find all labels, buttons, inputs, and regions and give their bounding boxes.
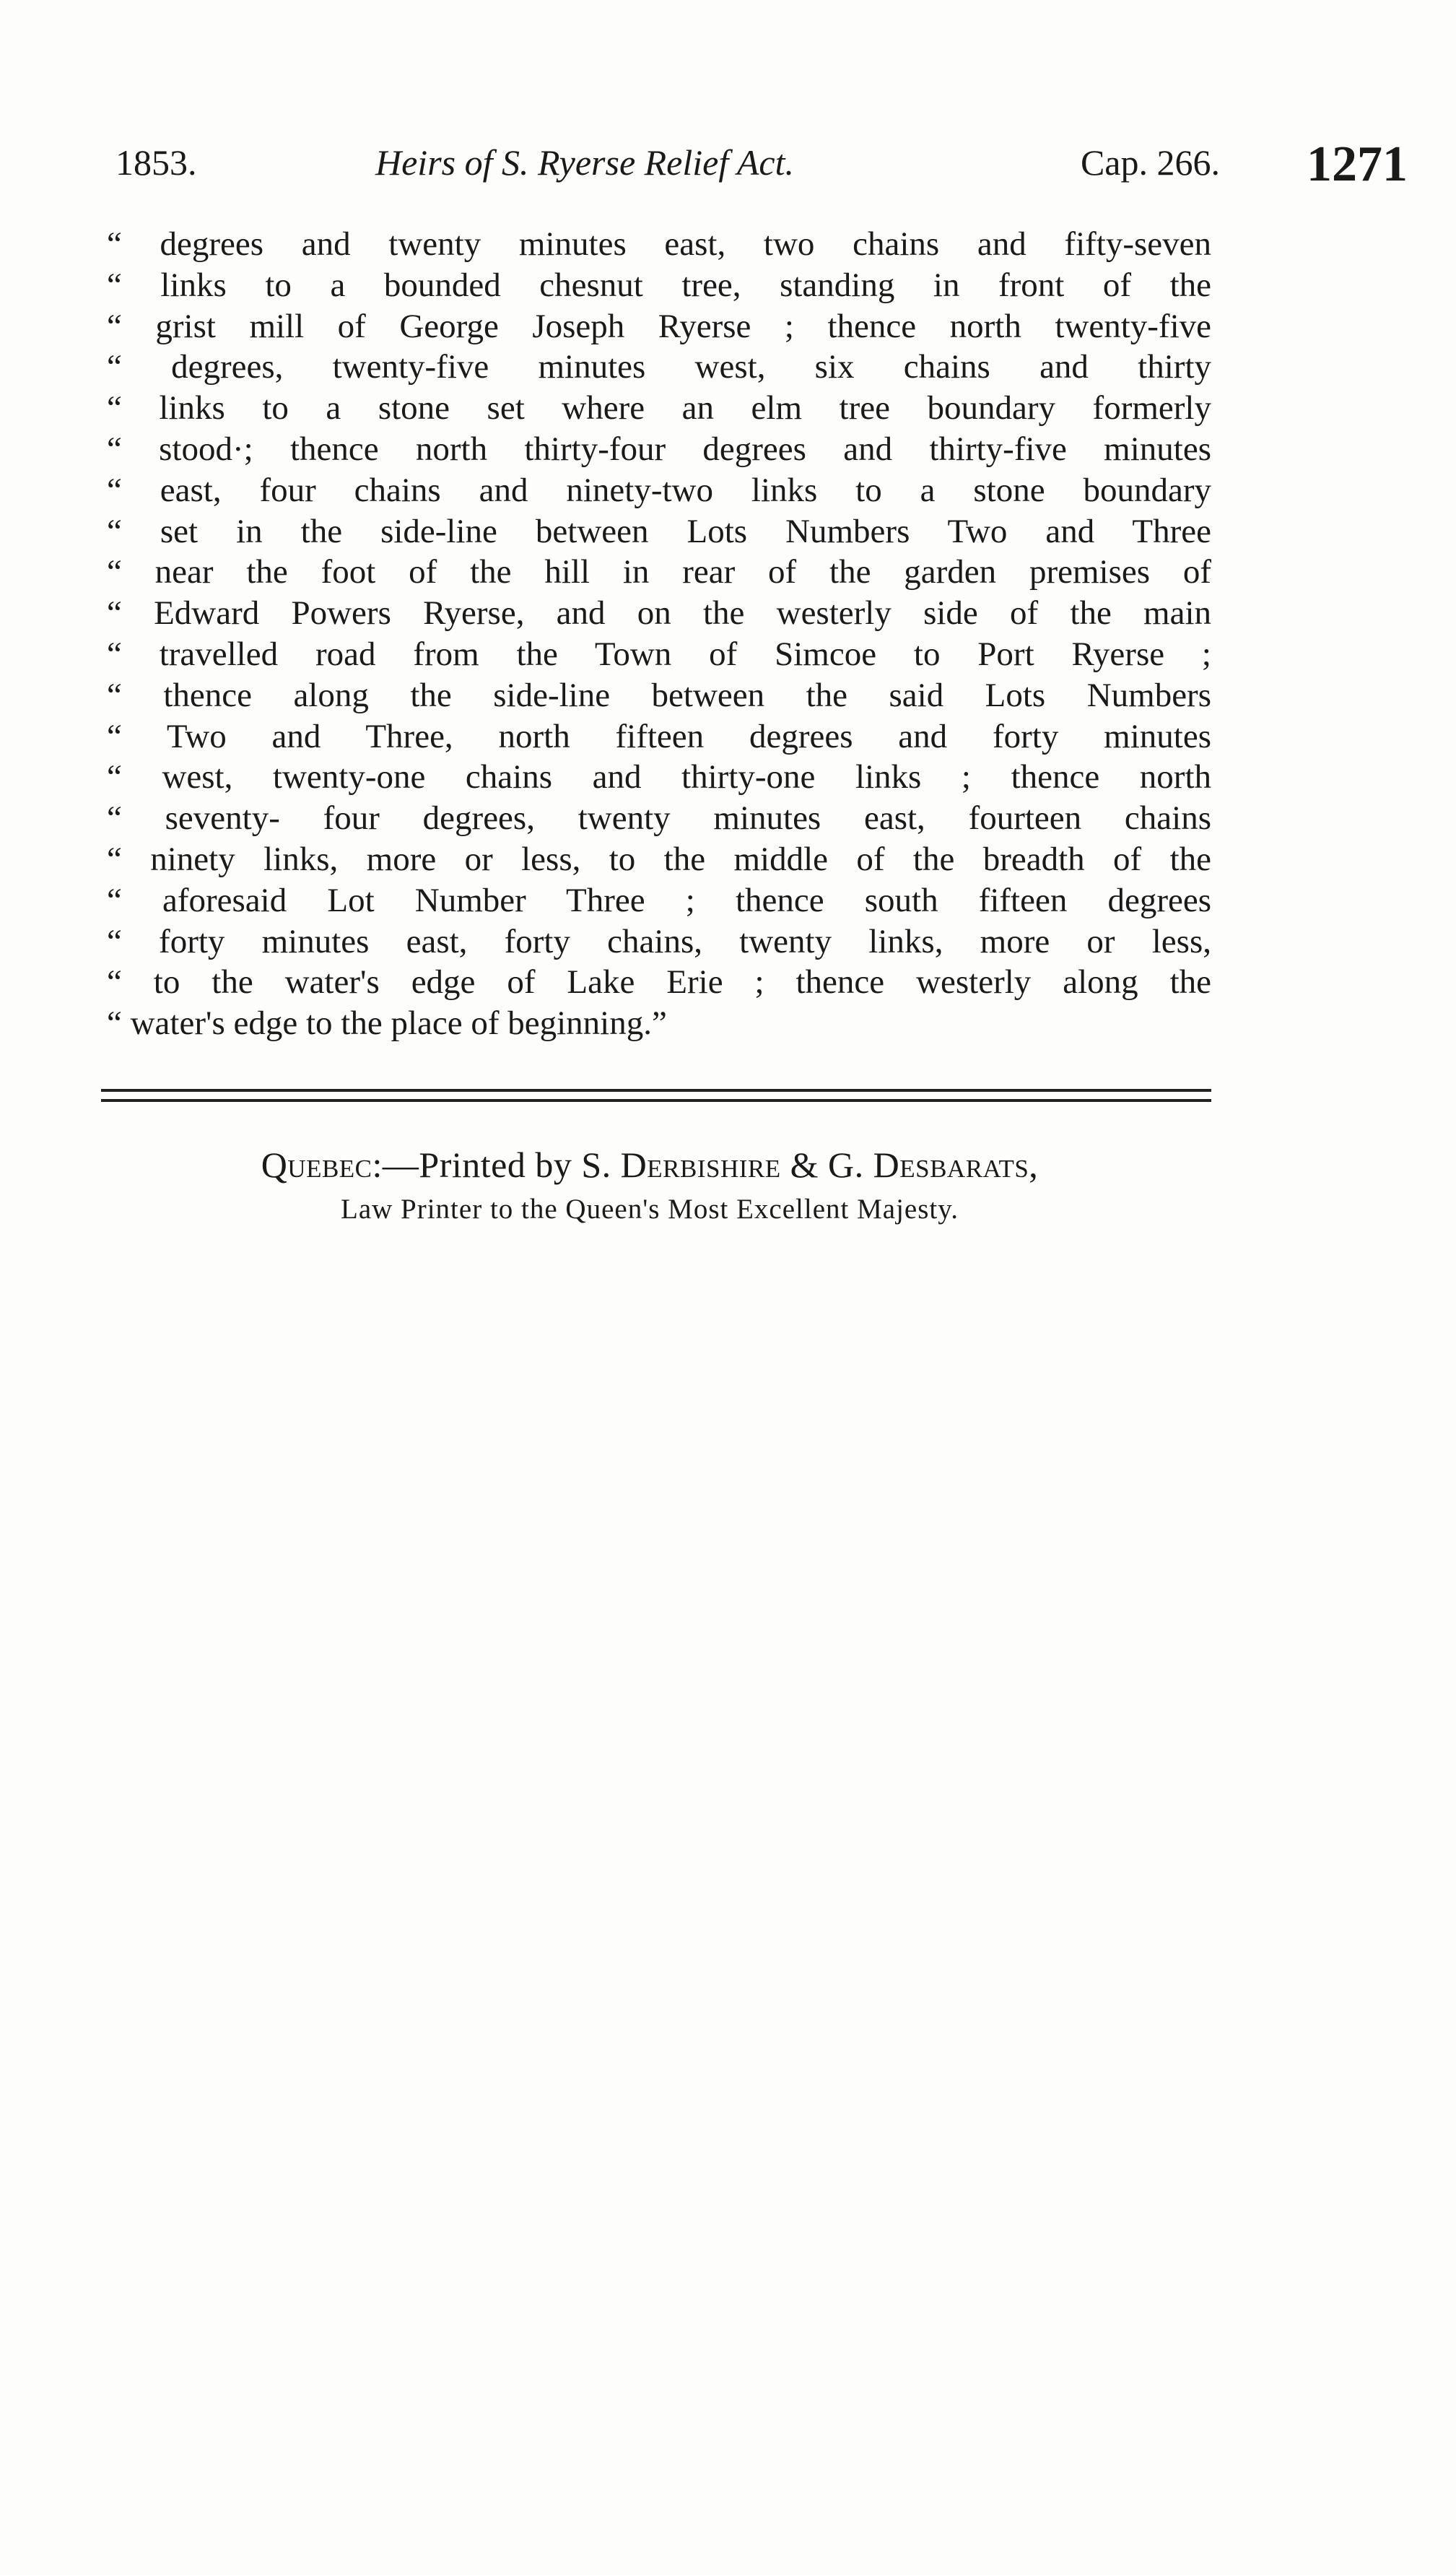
- imprint-printed-by: :—Printed by S.: [372, 1145, 621, 1185]
- header-year: 1853.: [115, 142, 197, 183]
- divider-line: [101, 1089, 1211, 1092]
- text-line: “ Two and Three, north fifteen degrees and forty minutes: [107, 717, 1211, 755]
- text-line: “ west, twenty-one chains and thirty-one links ; thence north: [107, 758, 1211, 796]
- text-line: “ travelled road from the Town of Simcoe to Port Ryerse ;: [107, 635, 1211, 673]
- header-chapter: Cap. 266.: [1080, 142, 1220, 183]
- text-line: “ degrees, twenty-five minutes west, six chains and thirty: [107, 348, 1211, 386]
- body-text: [107, 224, 1211, 1044]
- text-line: “ degrees and twenty minutes east, two chains and fifty-seven: [107, 225, 1211, 263]
- text-line: “ east, four chains and ninety-two links to a stone boundary: [107, 471, 1211, 509]
- imprint-printer-2: Desbarats,: [873, 1145, 1039, 1185]
- text-line: “ water's edge to the place of beginning.”: [107, 1004, 667, 1043]
- imprint-subtitle: Law Printer to the Queen's Most Excellent Majesty.: [341, 1194, 959, 1225]
- text-line: “ set in the side-line between Lots Numbers Two and Three: [107, 512, 1211, 550]
- text-line: “ stood·; thence north thirty-four degrees and thirty-five minutes: [107, 430, 1211, 468]
- page-number: 1271: [1307, 136, 1408, 192]
- imprint-ampersand: & G.: [780, 1145, 873, 1185]
- imprint-printer-1: Derbishire: [620, 1145, 781, 1185]
- text-line: “ links to a stone set where an elm tree boundary formerly: [107, 389, 1211, 427]
- text-line: “ to the water's edge of Lake Erie ; thence westerly along the: [107, 963, 1211, 1002]
- text-line: “ Edward Powers Ryerse, and on the westerly side of the main: [107, 594, 1211, 633]
- divider-line: [101, 1099, 1211, 1102]
- text-line: “ near the foot of the hill in rear of the garden premises of: [107, 553, 1211, 591]
- text-line: “ seventy- four degrees, twenty minutes east, fourteen chains: [107, 799, 1211, 838]
- imprint-place: Quebec: [261, 1145, 372, 1185]
- text-line: “ ninety links, more or less, to the middle of the breadth of the: [107, 840, 1211, 878]
- text-line: “ links to a bounded chesnut tree, standing in front of the: [107, 266, 1211, 304]
- imprint-line: [0, 1144, 1299, 1186]
- printer-imprint: [0, 1144, 1299, 1225]
- text-line: “ thence along the side-line between the said Lots Numbers: [107, 676, 1211, 714]
- text-line: “ aforesaid Lot Number Three ; thence south fifteen degrees: [107, 881, 1211, 919]
- header-title: Heirs of S. Ryerse Relief Act.: [375, 142, 794, 183]
- running-header: [115, 137, 1220, 188]
- double-rule-divider: [101, 1089, 1211, 1105]
- text-line: “ grist mill of George Joseph Ryerse ; thence north twenty-five: [107, 307, 1211, 345]
- text-line: “ forty minutes east, forty chains, twenty links, more or less,: [107, 922, 1211, 960]
